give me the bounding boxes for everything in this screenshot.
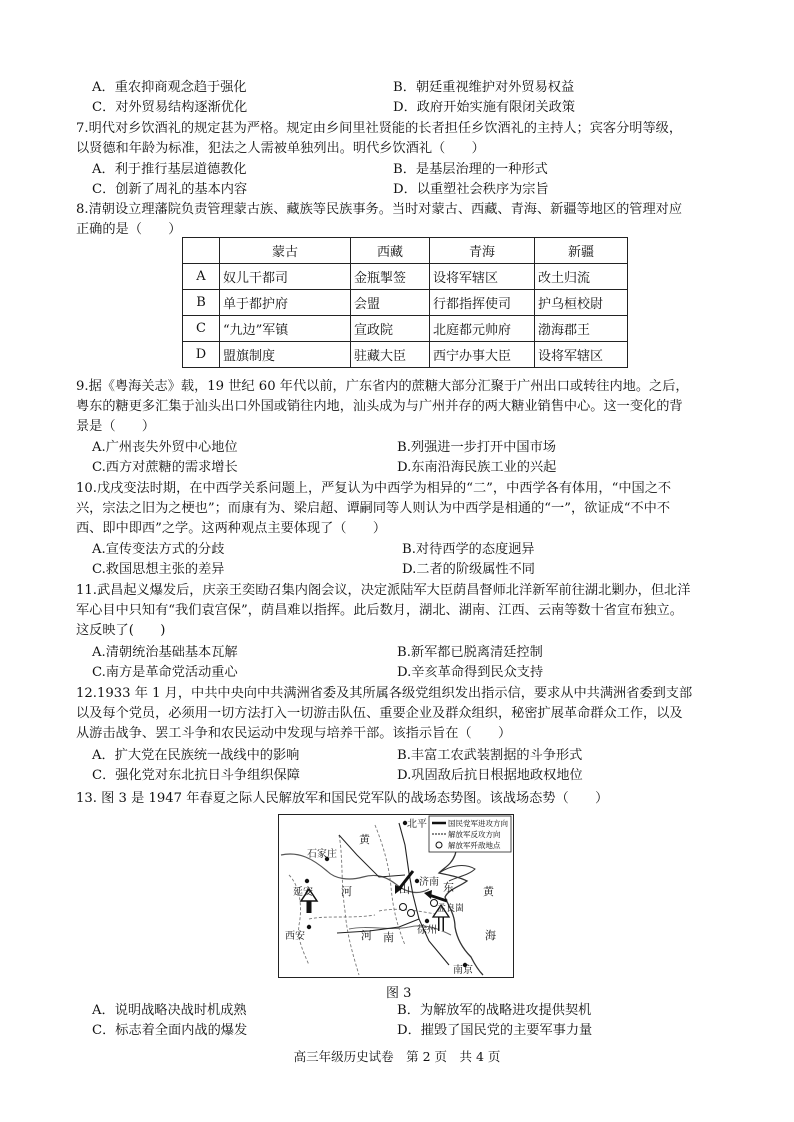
table-cell: 单于都护府 — [220, 290, 351, 316]
figure-caption: 图 3 — [386, 986, 412, 1001]
q9-option-b: B.列强进一步打开中国市场 — [397, 440, 556, 455]
q6-option-b: B．朝廷重视维护对外贸易权益 — [393, 80, 575, 95]
table-cell: 会盟 — [351, 290, 430, 316]
table-cell: 宣政院 — [351, 316, 430, 342]
map-label-yanan: 延安 — [293, 887, 313, 898]
table-header-cell: 西藏 — [351, 238, 430, 264]
table-cell: 设将军辖区 — [535, 342, 628, 368]
q7-option-b: B．是基层治理的一种形式 — [393, 162, 548, 177]
q12-option-a: A．扩大党在民族统一战线中的影响 — [92, 748, 300, 763]
map-label-dong: 东 — [443, 881, 454, 894]
q12-stem-line-2: 以及每个党员，必须用一切方法打入一切游击队伍、重要企业及群众组织，秘密扩展革命群众工作，以及 — [76, 706, 683, 721]
q11-option-b: B.新军都已脱离清廷控制 — [397, 645, 543, 660]
table-header-row — [183, 238, 628, 264]
q12-stem-line-1: 12.1933 年 1 月，中共中央向中共满洲省委及其所属各级党组织发出指示信，要求从中共满洲省委到支部 — [76, 686, 693, 701]
table-header-cell: 蒙古 — [220, 238, 351, 264]
q10-option-a: A.宣传变法方式的分歧 — [92, 542, 225, 557]
table-cell: 北庭都元帅府 — [430, 316, 535, 342]
table-cell: “九边”军镇 — [220, 316, 351, 342]
annihilation-site-marker — [400, 904, 407, 911]
railway — [339, 835, 405, 877]
map-label-beiping: 北平 — [407, 819, 427, 830]
q9-stem-line-3: 景是（ ） — [76, 419, 156, 434]
q12-option-b: B.丰富工农武装割据的斗争形式 — [397, 748, 583, 763]
province-border — [309, 915, 375, 919]
table-cell: 改土归流 — [535, 264, 628, 290]
province-border — [339, 835, 359, 975]
table-header-cell — [183, 238, 220, 264]
q12-option-c: C．强化党对东北抗日斗争组织保障 — [92, 768, 300, 783]
table-header-cell: 新疆 — [535, 238, 628, 264]
battle-situation-map — [278, 814, 514, 978]
annihilation-site-marker — [408, 910, 415, 917]
q13-stem: 13. 图 3 是 1947 年春夏之际人民解放军和国民党军队的战场态势图。该战场态势（ ） — [76, 791, 609, 806]
table-header-cell: 青海 — [430, 238, 535, 264]
q8-options-table — [182, 237, 628, 368]
table-cell: 奴儿干都司 — [220, 264, 351, 290]
map-label-he: 河 — [361, 929, 372, 942]
q7-option-a: A．利于推行基层道德教化 — [92, 162, 247, 177]
q13-option-b: B．为解放军的战略进攻提供契机 — [397, 1003, 592, 1018]
q12-option-d: D.巩固敌后抗日根据地政权地位 — [397, 768, 583, 783]
q10-stem-line-3: 西、即中即西”之学。这两种观点主要体现了（ ） — [76, 521, 387, 536]
q6-option-c: C．对外贸易结构逐渐优化 — [92, 100, 248, 115]
q8-stem-line-1: 8.清朝设立理藩院负责管理蒙古族、藏族等民族事务。当时对蒙古、西藏、青海、新疆等地区的管理对应 — [76, 202, 683, 217]
q6-option-d: D．政府开始实施有限闭关政策 — [393, 100, 576, 115]
table-cell: 盟旗制度 — [220, 342, 351, 368]
table-cell: 行都指挥使司 — [430, 290, 535, 316]
city-dot — [305, 879, 309, 883]
q10-stem-line-1: 10.戊戌变法时期，在中西学关系问题上，严复认为中西学为相异的“二”，中西学各有体用，“中国之不 — [76, 481, 672, 496]
railway — [337, 919, 419, 933]
q11-stem-line-2: 军心目中只知有“我们袁宫保”，荫昌难以指挥。此后数月，湖北、湖南、江西、云南等数十省宣布独立。 — [76, 603, 683, 618]
table-row — [183, 316, 628, 342]
map-label-huang: 黄 — [483, 885, 494, 898]
map-label-jinan: 济南 — [419, 877, 439, 888]
map-label-xuzhou: 徐州 — [417, 925, 437, 936]
table-row — [183, 342, 628, 368]
q9-stem-line-1: 9.据《粤海关志》载，19 世纪 60 年代以前，广东省内的蔗糖大部分汇聚于广州出口或转往内地。之后， — [76, 379, 689, 394]
table-cell: 西宁办事大臣 — [430, 342, 535, 368]
q13-option-c: C．标志着全面内战的爆发 — [92, 1023, 248, 1038]
map-label-he: 河 — [341, 885, 352, 898]
map-label-xian: 西安 — [285, 931, 305, 942]
table-cell: 护乌桓校尉 — [535, 290, 628, 316]
q11-option-a: A.清朝统治基础基本瓦解 — [92, 645, 238, 660]
q7-stem-line-1: 7.明代对乡饮酒礼的规定甚为严格。规定由乡间里社贤能的长者担任乡饮酒礼的主持人；宾客分明等级， — [76, 121, 683, 136]
q8-stem-line-2: 正确的是（ ） — [76, 222, 182, 237]
table-cell: A — [183, 264, 220, 290]
map-label-nan: 南 — [383, 931, 394, 944]
q13-option-d: D．摧毁了国民党的主要军事力量 — [397, 1023, 593, 1038]
q10-option-b: B.对待西学的态度迥异 — [402, 542, 535, 557]
table-cell: D — [183, 342, 220, 368]
table-cell: 驻藏大臣 — [351, 342, 430, 368]
q11-stem-line-3: 这反映了( ) — [76, 623, 166, 638]
q10-option-d: D.二者的阶级属性不同 — [402, 562, 535, 577]
table-cell: 设将军辖区 — [430, 264, 535, 290]
q9-stem-line-2: 粤东的糖更多汇集于汕头出口外国或销往内地，汕头成为与广州并存的两大糖业销售中心。这一变化的背 — [76, 399, 683, 414]
q10-stem-line-2: 兴，宗法之旧为之梗也”；而康有为、梁启超、谭嗣同等人则认为中西学是相通的“一”，欲证成“不中不 — [76, 501, 671, 516]
q7-stem-line-2: 以贤德和年龄为标准，犯法之人需被单独列出。明代乡饮酒礼（ ） — [76, 141, 485, 156]
map-label-huang: 黄 — [359, 833, 370, 846]
table-cell: 金瓶掣签 — [351, 264, 430, 290]
legend-swatch — [436, 842, 442, 848]
q7-option-c: C．创新了周礼的基本内容 — [92, 182, 248, 197]
q11-option-c: C.南方是革命党活动重心 — [92, 665, 238, 680]
map-label-menglianggu: 孟良崮 — [437, 904, 465, 914]
table-row — [183, 290, 628, 316]
table-cell: B — [183, 290, 220, 316]
map-label-nanjing: 南京 — [453, 965, 473, 976]
table-row — [183, 264, 628, 290]
q9-option-c: C.西方对蔗糖的需求增长 — [92, 460, 238, 475]
q9-option-a: A.广州丧失外贸中心地位 — [92, 440, 238, 455]
q11-stem-line-1: 11.武昌起义爆发后，庆亲王奕劻召集内阁会议，决定派陆军大臣荫昌督师北洋新军前往湖北剿办，但北洋 — [76, 583, 691, 598]
map-drawing — [279, 815, 513, 977]
table-cell: 渤海郡王 — [535, 316, 628, 342]
legend-label: 解放军反攻方向 — [448, 830, 501, 839]
map-label-shan: 山 — [399, 883, 410, 896]
legend-label: 解放军歼敌地点 — [448, 841, 501, 850]
city-dot — [307, 925, 311, 929]
city-dot — [425, 919, 429, 923]
table-cell: C — [183, 316, 220, 342]
map-label-shijiazhuang: 石家庄 — [307, 849, 337, 860]
q11-option-d: D.辛亥革命得到民众支持 — [397, 665, 544, 680]
legend-label: 国民党军进攻方向 — [448, 819, 508, 828]
q13-option-a: A．说明战略决战时机成熟 — [92, 1003, 247, 1018]
map-label-hai: 海 — [485, 929, 496, 942]
q6-option-a: A．重农抑商观念趋于强化 — [92, 80, 247, 95]
q10-option-c: C.救国思想主张的差异 — [92, 562, 225, 577]
q12-stem-line-3: 从游击战争、罢工斗争和农民运动中发现与培养干部。该指示旨在（ ） — [76, 726, 512, 741]
page-footer: 高三年级历史试卷 第 2 页 共 4 页 — [293, 1049, 501, 1064]
q7-option-d: D．以重塑社会秩序为宗旨 — [393, 182, 549, 197]
q9-option-d: D.东南沿海民族工业的兴起 — [397, 460, 557, 475]
